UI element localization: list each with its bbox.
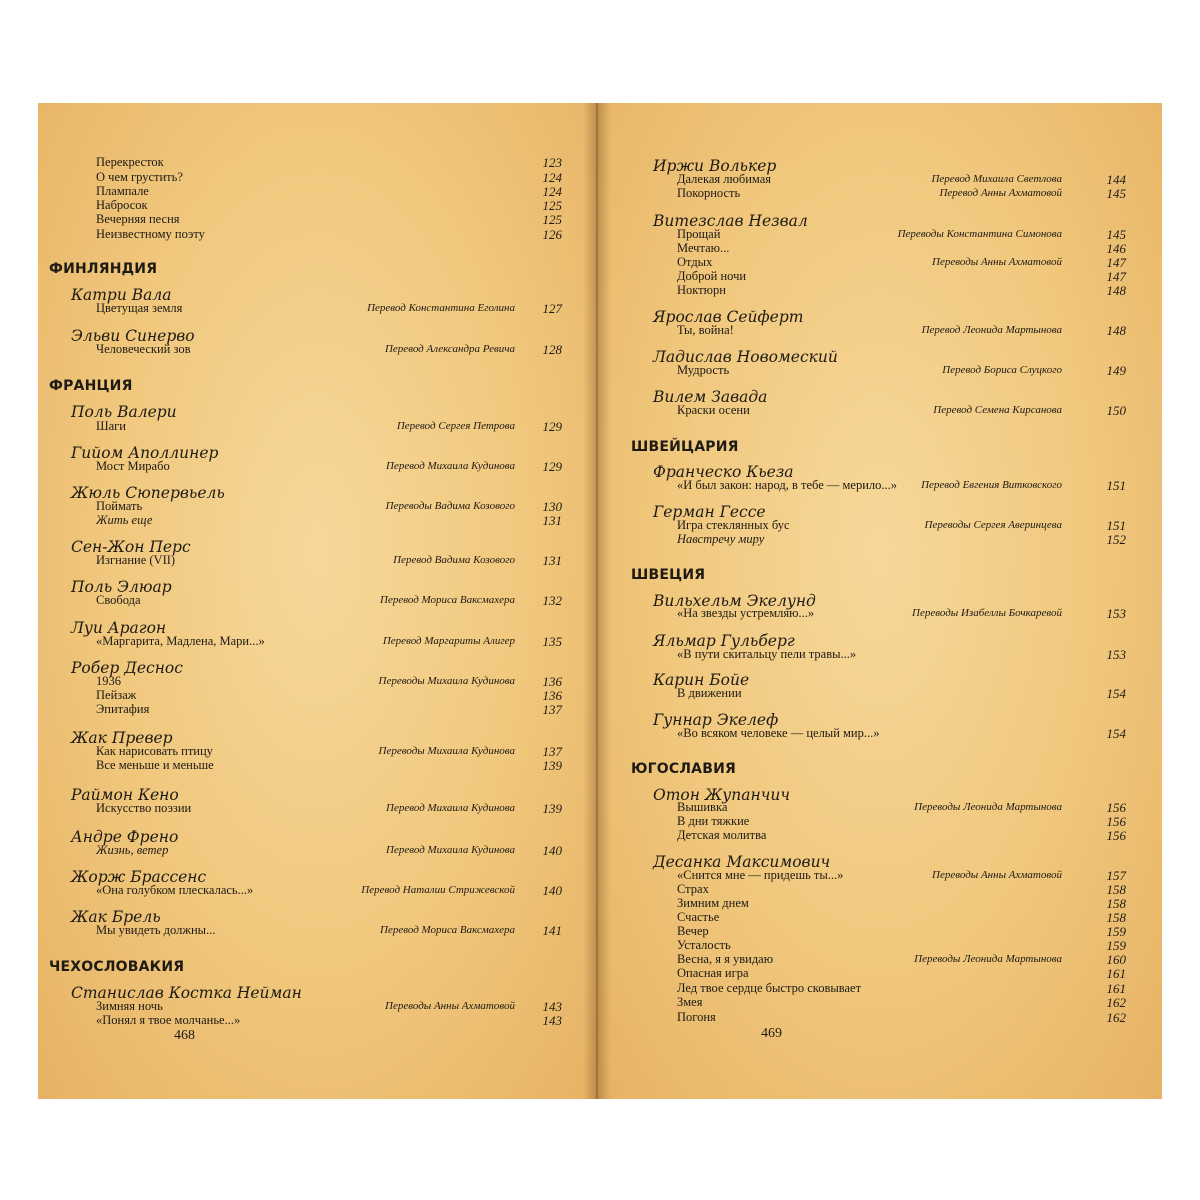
page-ref: 139 (542, 801, 562, 816)
poem-title: Опасная игра (677, 966, 749, 980)
poem-title: Плампале (96, 184, 149, 198)
poem-title: Счастье (677, 910, 720, 924)
page-ref: 159 (1106, 938, 1126, 953)
translator-credit: Перевод Константина Еголина (367, 302, 515, 314)
poem-title: Эпитафия (96, 702, 150, 716)
poem-title: Вечер (677, 924, 709, 938)
translator-credit: Переводы Константина Симонова (897, 228, 1062, 240)
poem-title: Погоня (677, 1010, 716, 1024)
poem-title: Игра стеклянных бус (677, 518, 790, 532)
page-ref: 128 (542, 342, 562, 357)
author-name: Жак Превер (71, 729, 173, 747)
poem-title: Мечтаю... (677, 241, 730, 255)
page-ref: 156 (1106, 828, 1126, 843)
page-ref: 129 (542, 459, 562, 474)
page-ref: 137 (542, 744, 562, 759)
section-heading: ФИНЛЯНДИЯ (49, 261, 158, 277)
page-ref: 161 (1106, 966, 1126, 981)
author-name: Катри Вала (71, 286, 172, 304)
page-ref: 147 (1106, 255, 1126, 270)
poem-title: Изгнание (VII) (96, 553, 176, 567)
page-ref: 129 (542, 419, 562, 434)
poem-title: Весна, я я увидаю (677, 952, 774, 966)
author-name: Витезслав Незвал (653, 212, 808, 230)
poem-title: Далекая любимая (677, 172, 772, 186)
author-name: Поль Валери (71, 403, 177, 421)
poem-title: Мудрость (677, 363, 730, 377)
author-name: Андре Френо (71, 828, 179, 846)
page-number-right: 469 (761, 1026, 782, 1041)
page-ref: 148 (1106, 283, 1126, 298)
translator-credit: Переводы Вадима Козового (385, 500, 515, 512)
page-ref: 149 (1106, 363, 1126, 378)
page-ref: 156 (1106, 800, 1126, 815)
poem-title: «И был закон: народ, в тебе — мерило...» (677, 478, 898, 492)
page-ref: 158 (1106, 910, 1126, 925)
poem-title: Человеческий зов (96, 342, 191, 356)
translator-credit: Перевод Мориса Ваксмахера (380, 924, 515, 936)
author-name: Сен-Жон Перс (71, 538, 191, 556)
author-name: Станислав Костка Нейман (71, 984, 302, 1002)
translator-credit: Перевод Наталии Стрижевской (361, 884, 515, 896)
author-name: Робер Деснос (71, 659, 183, 677)
section-heading: ФРАНЦИЯ (49, 378, 133, 394)
poem-title: Зимним днем (677, 896, 749, 910)
page-ref: 150 (1106, 403, 1126, 418)
author-name: Франческо Кьеза (653, 463, 794, 481)
translator-credit: Перевод Анны Ахматовой (939, 187, 1062, 199)
page-ref: 154 (1106, 726, 1126, 741)
author-name: Ладислав Новомеский (653, 348, 838, 366)
poem-title: Свобода (96, 593, 141, 607)
poem-title: О чем грустить? (96, 170, 183, 184)
translator-credit: Перевод Александра Ревича (384, 343, 515, 355)
page-ref: 140 (542, 843, 562, 858)
page-ref: 125 (542, 212, 562, 227)
page-ref: 146 (1106, 241, 1126, 256)
page-ref: 144 (1106, 172, 1126, 187)
poem-title: «Снится мне — придешь ты...» (677, 868, 844, 882)
poem-title: Перекресток (96, 155, 164, 169)
poem-title: Покорность (677, 186, 741, 200)
page-number-left: 468 (174, 1028, 195, 1043)
poem-title: Отдых (677, 255, 713, 269)
page-ref: 123 (542, 155, 562, 170)
author-name: Герман Гессе (653, 503, 766, 521)
author-name: Гийом Аполлинер (71, 444, 219, 462)
section-heading: ЮГОСЛАВИЯ (631, 761, 736, 777)
translator-credit: Переводы Михаила Кудинова (378, 675, 515, 687)
page-ref: 148 (1106, 323, 1126, 338)
poem-title: Страх (677, 882, 709, 896)
poem-title: Усталость (677, 938, 731, 952)
section-heading: ШВЕЦИЯ (631, 567, 706, 583)
book-spread (38, 103, 1162, 1099)
author-name: Гуннар Экелеф (653, 711, 779, 729)
translator-credit: Перевод Маргариты Алигер (382, 635, 515, 647)
author-name: Десанка Максимович (653, 853, 831, 871)
author-name: Иржи Волькер (653, 157, 777, 175)
translator-credit: Переводы Михаила Кудинова (378, 745, 515, 757)
author-name: Поль Элюар (71, 578, 172, 596)
author-name: Вилем Завада (653, 388, 768, 406)
page-ref: 136 (542, 688, 562, 703)
poem-title: Шаги (96, 419, 126, 433)
poem-title: Искусство поэзии (96, 801, 192, 815)
section-heading: ЧЕХОСЛОВАКИЯ (49, 959, 185, 975)
poem-title: Поймать (96, 499, 143, 513)
page-ref: 126 (542, 227, 562, 242)
translator-credit: Переводы Леонида Мартынова (914, 953, 1062, 965)
poem-title: В дни тяжкие (677, 814, 750, 828)
poem-title: «Понял я твое молчанье...» (96, 1013, 241, 1027)
translator-credit: Переводы Анны Ахматовой (932, 256, 1062, 268)
page-ref: 154 (1106, 686, 1126, 701)
translator-credit: Перевод Бориса Слуцкого (942, 364, 1062, 376)
poem-title: Жизнь, ветер (96, 843, 169, 857)
poem-title: Доброй ночи (677, 269, 747, 283)
left-page (38, 103, 597, 1099)
page-ref: 124 (542, 184, 562, 199)
translator-credit: Переводы Изабеллы Бочкаревой (912, 607, 1062, 619)
page-ref: 159 (1106, 924, 1126, 939)
page-ref: 137 (542, 702, 562, 717)
poem-title: Вечерняя песня (96, 212, 180, 226)
page-ref: 124 (542, 170, 562, 185)
translator-credit: Переводы Анны Ахматовой (385, 1000, 515, 1012)
poem-title: Жить еще (96, 513, 153, 527)
page-ref: 158 (1106, 896, 1126, 911)
page-ref: 162 (1106, 995, 1126, 1010)
translator-credit: Переводы Анны Ахматовой (932, 869, 1062, 881)
poem-title: Ноктюрн (677, 283, 726, 297)
author-name: Эльви Синерво (71, 327, 195, 345)
page-ref: 147 (1106, 269, 1126, 284)
page-ref: 158 (1106, 882, 1126, 897)
page-ref: 160 (1106, 952, 1126, 967)
poem-title: Набросок (96, 198, 148, 212)
page-ref: 132 (542, 593, 562, 608)
page-ref: 145 (1106, 186, 1126, 201)
page-ref: 140 (542, 883, 562, 898)
page-ref: 131 (542, 553, 562, 568)
translator-credit: Перевод Евгения Витковского (921, 479, 1062, 491)
poem-title: Пейзаж (96, 688, 137, 702)
page-ref: 131 (542, 513, 562, 528)
page-ref: 130 (542, 499, 562, 514)
page-ref: 151 (1106, 478, 1126, 493)
section-heading: ШВЕЙЦАРИЯ (631, 439, 739, 455)
translator-credit: Переводы Сергея Аверинцева (924, 519, 1062, 531)
page-ref: 157 (1106, 868, 1126, 883)
page-ref: 136 (542, 674, 562, 689)
poem-title: Цветущая земля (96, 301, 183, 315)
poem-title: «Маргарита, Мадлена, Мари...» (96, 634, 265, 648)
translator-credit: Перевод Семена Кирсанова (933, 404, 1062, 416)
translator-credit: Перевод Михаила Кудинова (386, 844, 515, 856)
page-ref: 143 (542, 999, 562, 1014)
translator-credit: Перевод Михаила Светлова (931, 173, 1062, 185)
page-ref: 143 (542, 1013, 562, 1028)
translator-credit: Перевод Михаила Кудинова (386, 460, 515, 472)
poem-title: Все меньше и меньше (96, 758, 214, 772)
poem-title: Вышивка (677, 800, 728, 814)
translator-credit: Переводы Леонида Мартынова (914, 801, 1062, 813)
page-ref: 151 (1106, 518, 1126, 533)
translator-credit: Перевод Сергея Петрова (396, 420, 515, 432)
author-name: Луи Арагон (71, 619, 167, 637)
author-name: Отон Жупанчич (653, 786, 790, 804)
poem-title: Навстречу миру (677, 532, 765, 546)
author-name: Жорж Брассенс (71, 868, 207, 886)
translator-credit: Перевод Михаила Кудинова (386, 802, 515, 814)
page-ref: 162 (1106, 1010, 1126, 1025)
page-ref: 153 (1106, 647, 1126, 662)
poem-title: «Она голубком плескалась...» (96, 883, 254, 897)
page-ref: 135 (542, 634, 562, 649)
page-ref: 127 (542, 301, 562, 316)
translator-credit: Перевод Вадима Козового (393, 554, 515, 566)
author-name: Вильхельм Экелунд (653, 592, 816, 610)
page-ref: 156 (1106, 814, 1126, 829)
author-name: Ярослав Сейферт (653, 308, 804, 326)
translator-credit: Перевод Мориса Ваксмахера (380, 594, 515, 606)
author-name: Раймон Кено (71, 786, 179, 804)
right-page (597, 103, 1162, 1099)
author-name: Жак Брель (71, 908, 161, 926)
poem-title: Зимняя ночь (96, 999, 163, 1013)
page-ref: 141 (542, 923, 562, 938)
poem-title: Мост Мирабо (96, 459, 170, 473)
page-ref: 152 (1106, 532, 1126, 547)
poem-title: В движении (677, 686, 742, 700)
poem-title: «Во всяком человеке — целый мир...» (677, 726, 880, 740)
poem-title: «На звезды устремляю...» (677, 606, 815, 620)
poem-title: Детская молитва (677, 828, 767, 842)
poem-title: Змея (677, 995, 703, 1009)
page-ref: 161 (1106, 981, 1126, 996)
page-ref: 153 (1106, 606, 1126, 621)
author-name: Карин Бойе (653, 671, 750, 689)
translator-credit: Перевод Леонида Мартынова (921, 324, 1062, 336)
poem-title: Прощай (677, 227, 721, 241)
poem-title: Неизвестному поэту (96, 227, 205, 241)
poem-title: Лед твое сердце быстро сковывает (677, 981, 862, 995)
author-name: Жюль Сюпервьель (71, 484, 225, 502)
author-name: Яльмар Гульберг (653, 632, 795, 650)
poem-title: Ты, война! (677, 323, 734, 337)
poem-title: 1936 (96, 674, 121, 688)
page-ref: 125 (542, 198, 562, 213)
page-ref: 139 (542, 758, 562, 773)
poem-title: Мы увидеть должны... (96, 923, 216, 937)
poem-title: Как нарисовать птицу (96, 744, 213, 758)
poem-title: «В пути скитальцу пели травы...» (677, 647, 857, 661)
book-gutter (583, 103, 611, 1099)
page-ref: 145 (1106, 227, 1126, 242)
poem-title: Краски осени (677, 403, 750, 417)
